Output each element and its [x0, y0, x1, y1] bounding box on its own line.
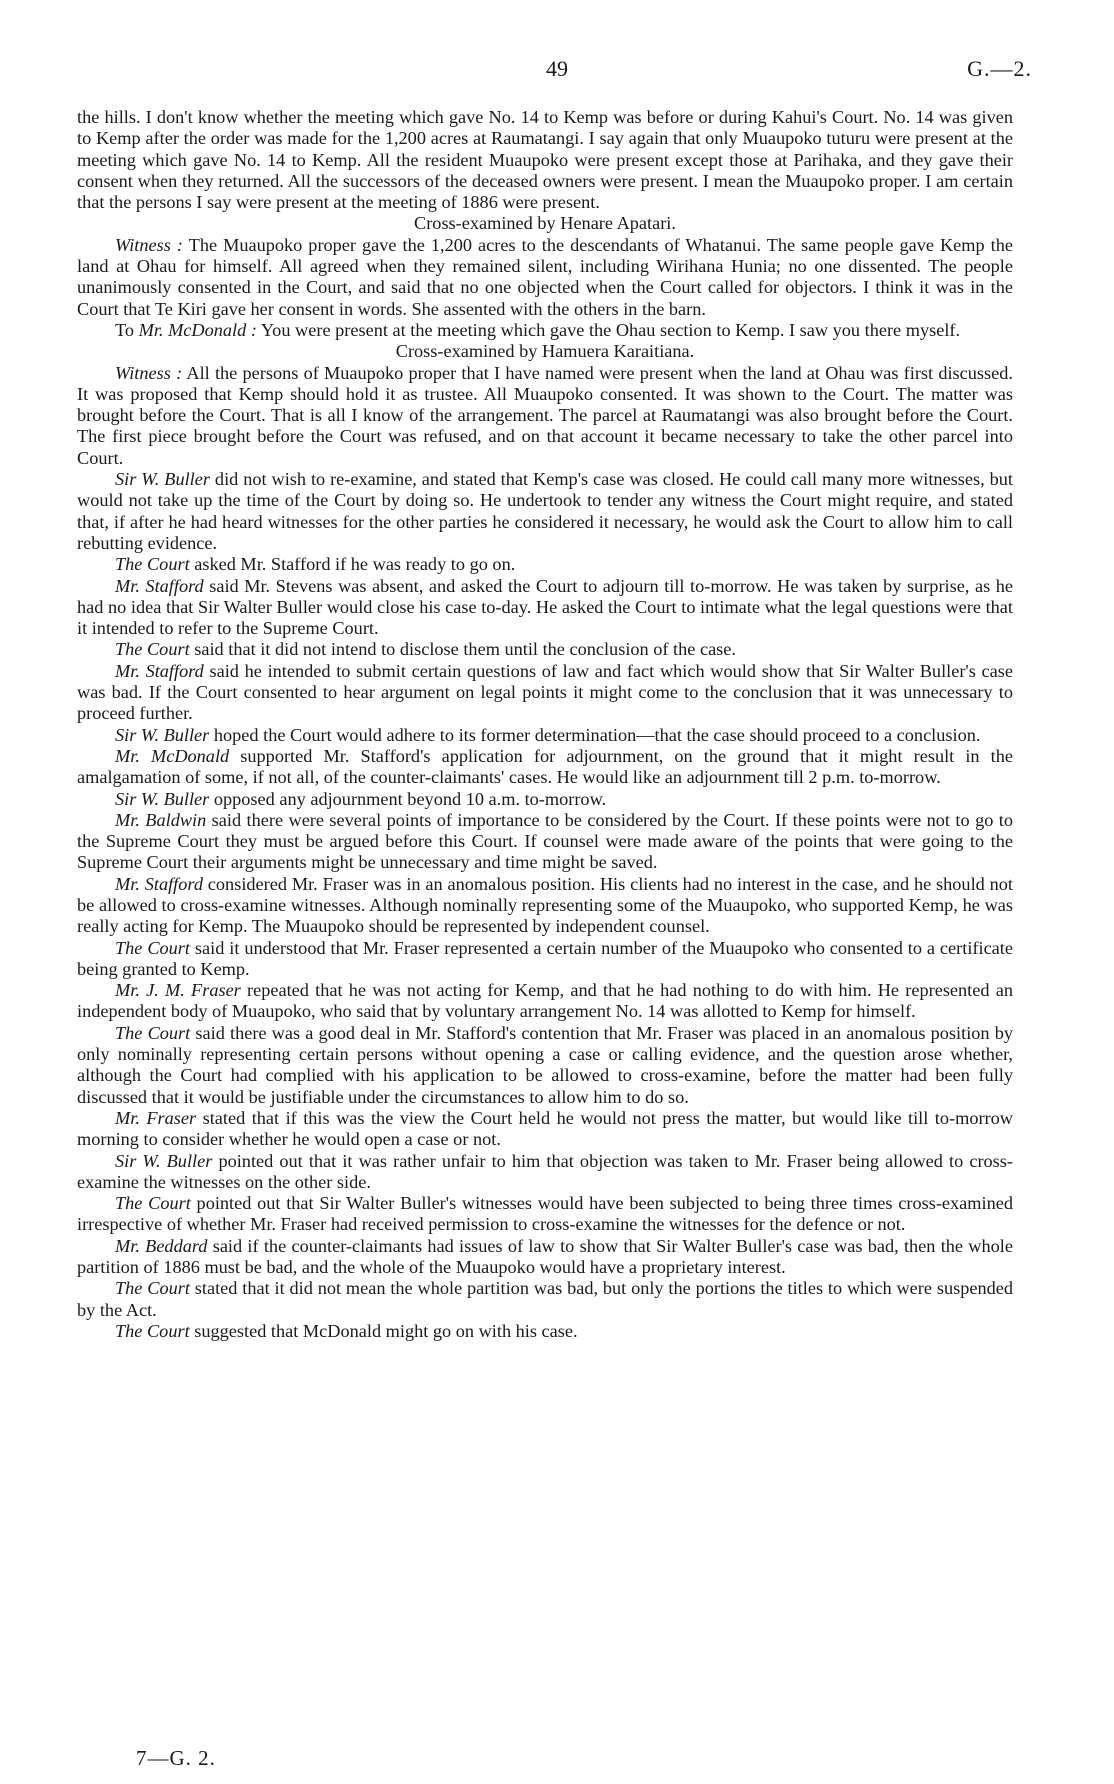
- paragraph-text: considered Mr. Fraser was in an anomalous position. His clients had no interest in the case, and he should not be allowed to cross-examine witnesses. Although nominally representing some of the Muaupoko, who supported Kemp, he was really acting for Kemp. The Muaupoko should be represented by independent counsel.: [77, 873, 1013, 937]
- section-heading: [77, 213, 1013, 234]
- paragraph: [77, 938, 1013, 981]
- paragraph: [77, 320, 1013, 341]
- paragraph-text: suggested that McDonald might go on with his case.: [189, 1320, 578, 1341]
- paragraph-text: asked Mr. Stafford if he was ready to go on.: [189, 554, 516, 575]
- speaker-name: Sir W. Buller: [115, 469, 210, 490]
- speaker-name: The Court: [115, 1320, 190, 1341]
- paragraph: [77, 1193, 1013, 1236]
- speaker-name: Sir W. Buller: [115, 724, 210, 745]
- speaker-name: Mr. McDonald :: [138, 319, 257, 340]
- speaker-name: Witness :: [115, 362, 183, 383]
- page-number: 49: [546, 56, 568, 81]
- paragraph: [77, 1278, 1013, 1321]
- speaker-name: The Court: [115, 1022, 191, 1043]
- paragraph-text: pointed out that it was rather unfair to him that objection was taken to Mr. Fraser being allowed to cross-examine the witnesses on the other side.: [77, 1150, 1013, 1192]
- paragraph: [77, 1151, 1013, 1194]
- speaker-name: Witness :: [115, 234, 183, 255]
- paragraph: [77, 554, 1013, 575]
- paragraph: [77, 725, 1013, 746]
- paragraph-text: said he intended to submit certain questions of law and fact which would show that Sir Walter Buller's case was bad. If the Court consented to hear argument on legal points it might come to the conclusion that it was unnecessary to proceed further.: [77, 660, 1013, 724]
- paragraph-text: said if the counter-claimants had issues of law to show that Sir Walter Buller's case was bad, then the whole partition of 1886 must be bad, and the whole of the Muaupoko would have a proprietary interest.: [77, 1235, 1013, 1278]
- section-heading: [77, 341, 1013, 362]
- paragraph-text: The Muaupoko proper gave the 1,200 acres to the descendants of Whatanui. The same people gave Kemp the land at Ohau for himself. All agreed when they remained silent, including Wirihana Hunia; no one dissented. The people unanimously consented in the Court, and said that no one objected when the Court called for objectors. I think it was in the Court that Te Kiri gave her consent in words. She assented with the others in the barn.: [77, 234, 1013, 319]
- paragraph: [77, 576, 1013, 640]
- speaker-name: Mr. Beddard: [115, 1235, 208, 1256]
- paragraph-text: said it understood that Mr. Fraser represented a certain number of the Muaupoko who consented to a certificate being granted to Kemp.: [77, 937, 1013, 979]
- paragraph-text: stated that it did not mean the whole partition was bad, but only the portions the titles to which were suspended by the Act.: [77, 1278, 1013, 1320]
- paragraph: [77, 661, 1013, 725]
- speaker-name: Mr. Stafford: [115, 873, 203, 894]
- series-code: G.—2.: [967, 56, 1032, 81]
- paragraph: [77, 1108, 1013, 1151]
- paragraph: [77, 639, 1013, 660]
- paragraph-lead: To: [115, 319, 139, 340]
- speaker-name: Sir W. Buller: [115, 788, 210, 809]
- speaker-name: Mr. Baldwin: [115, 809, 207, 830]
- paragraph-text: did not wish to re-examine, and stated that Kemp's case was closed. He could call many more witnesses, but would not take up the time of the Court by doing so. He undertook to tender any witness the Court might require, and stated that, if after he had heard witnesses for the other parties he considered it necessary, he would ask the Court to allow him to call rebutting evidence.: [77, 469, 1013, 553]
- paragraph-text: hoped the Court would adhere to its former determination—that the case should proceed to a conclusion.: [209, 724, 981, 745]
- speaker-name: The Court: [115, 639, 190, 660]
- paragraph-text: said that it did not intend to disclose them until the conclusion of the case.: [189, 639, 736, 660]
- speaker-name: Mr. J. M. Fraser: [115, 980, 241, 1001]
- speaker-name: The Court: [115, 554, 190, 575]
- document-body: [77, 107, 1013, 1342]
- speaker-name: The Court: [115, 1278, 190, 1299]
- heading-text: Cross-examined by Hamuera Karaitiana.: [395, 341, 695, 362]
- paragraph-text: the hills. I don't know whether the meeting which gave No. 14 to Kemp was before or during Kahui's Court. No. 14 was given to Kemp after the order was made for the 1,200 acres at Raumatangi. I say again that only Muaupoko tuturu were present at the meeting which gave No. 14 to Kemp. All the resident Muaupoko were present except those at Parihaka, and they gave their consent when they returned. All the successors of the deceased owners were present. I mean the Muaupoko proper. I am certain that the persons I say were present at the meeting of 1886 were present.: [77, 107, 1013, 213]
- speaker-name: The Court: [115, 1193, 191, 1214]
- paragraph-text: said there were several points of importance to be considered by the Court. If these points were not to go to the Supreme Court they must be argued before this Court. If counsel were made aware of the points that were going to the Supreme Court their arguments might be unnecessary and time might be saved.: [77, 809, 1013, 873]
- heading-text: Cross-examined by Henare Apatari.: [414, 213, 676, 234]
- paragraph: [77, 469, 1013, 554]
- paragraph: [77, 235, 1013, 320]
- paragraph-text: said there was a good deal in Mr. Stafford's contention that Mr. Fraser was placed in an anomalous position by only nominally representing certain persons without opening a case or calling evidence, and the question arose whether, although the Court had complied with his application to be allowed to cross-examine, before the matter had been fully discussed that it would be justifiable under the circumstances to allow him to do so.: [77, 1022, 1013, 1107]
- paragraph: [77, 810, 1013, 874]
- speaker-name: Mr. McDonald: [115, 745, 230, 766]
- paragraph: [77, 1236, 1013, 1279]
- paragraph-text: All the persons of Muaupoko proper that I have named were present when the land at Ohau was first discussed. It was proposed that Kemp should hold it as trustee. All Muaupoko consented. It was shown to the Court. The matter was brought before the Court. That is all I know of the arrangement. The parcel at Raumatangi was also brought before the Court. The first piece brought before the Court was refused, and on that account it became necessary to take the other parcel into Court.: [77, 362, 1013, 468]
- paragraph: [77, 363, 1013, 469]
- paragraph: [77, 789, 1013, 810]
- speaker-name: The Court: [115, 937, 191, 958]
- paragraph: [77, 746, 1013, 789]
- speaker-name: Mr. Stafford: [115, 575, 204, 596]
- paragraph-text: You were present at the meeting which gave the Ohau section to Kemp. I saw you there myself.: [256, 319, 961, 340]
- paragraph: [77, 107, 1013, 213]
- paragraph-text: pointed out that Sir Walter Buller's witnesses would have been subjected to being three times cross-examined irrespective of whether Mr. Fraser had received permission to cross-examine the witnesses for the defence or not.: [77, 1193, 1013, 1235]
- speaker-name: Mr. Stafford: [115, 660, 204, 681]
- paragraph-text: repeated that he was not acting for Kemp, and that he had nothing to do with him. He represented an independent body of Muaupoko, who said that by voluntary arrangement No. 14 was allotted to Kemp for himself.: [77, 980, 1013, 1022]
- paragraph-text: stated that if this was the view the Court held he would not press the matter, but would like till to-morrow morning to consider whether he would open a case or not.: [77, 1107, 1013, 1150]
- signature-mark: 7—G. 2.: [136, 1746, 216, 1770]
- paragraph-text: opposed any adjournment beyond 10 a.m. to-morrow.: [209, 788, 607, 809]
- paragraph: [77, 1321, 1013, 1342]
- paragraph: [77, 980, 1013, 1023]
- paragraph-text: said Mr. Stevens was absent, and asked the Court to adjourn till to-morrow. He was taken by surprise, as he had no idea that Sir Walter Buller would close his case to-day. He asked the Court to intimate what the legal questions were that it intended to refer to the Supreme Court.: [77, 575, 1013, 639]
- speaker-name: Mr. Fraser: [115, 1107, 197, 1128]
- paragraph-text: supported Mr. Stafford's application for adjournment, on the ground that it might result in the amalgamation of some, if not all, of the counter-claimants' cases. He would like an adjournment till 2 p.m. to-morrow.: [77, 745, 1013, 788]
- paragraph: [77, 874, 1013, 938]
- speaker-name: Sir W. Buller: [115, 1150, 213, 1171]
- paragraph: [77, 1023, 1013, 1108]
